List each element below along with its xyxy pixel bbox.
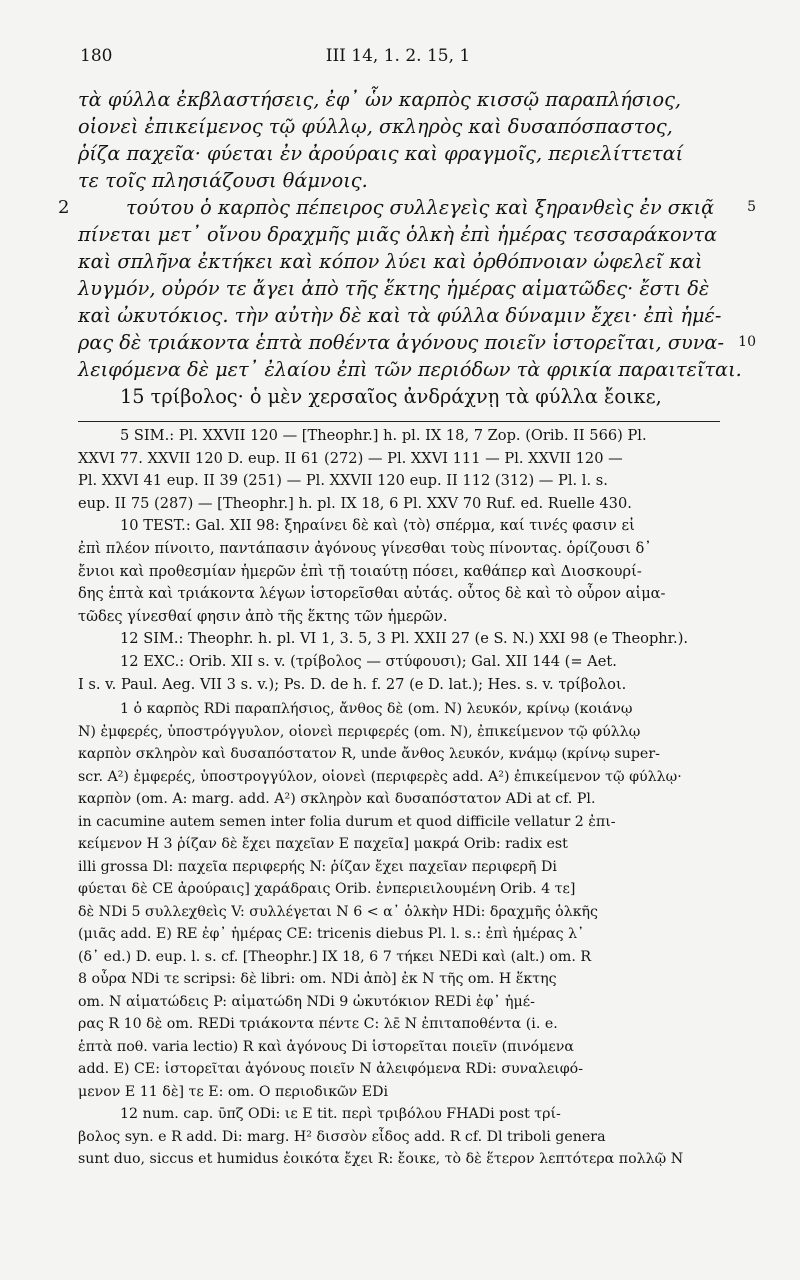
text-line (78, 248, 718, 275)
page-number: 180 (80, 46, 113, 66)
apparatus-line: om. N αἱματώδεις P: αἱματώδη NDi 9 ὠκυτόκιον REDi ἐφ᾽ ἡμέ- (78, 993, 535, 1010)
testimonia-line: I s. v. Paul. Aeg. VII 3 s. v.); Ps. D. de h. f. 27 (e D. lat.); Hes. s. v. τρίβολοι. (78, 675, 627, 693)
text-line-content: πίνεται μετ᾽ οἴνου δραχμῆς μιᾶς ὁλκὴ ἐπὶ ἡμέρας τεσσαράκοντα (78, 223, 717, 246)
testimonia-line: Pl. XXVI 41 eup. II 39 (251) — Pl. XXVII 120 eup. II 112 (312) — Pl. l. s. (78, 472, 608, 490)
text-line (58, 194, 756, 221)
testimonia-line: 12 SIM.: Theophr. h. pl. VI 1, 3. 5, 3 Pl. XXII 27 (e S. N.) XXI 98 (e Theophr.). (120, 630, 689, 648)
apparatus-line: scr. A²) ἐμφερές, ὑποστρογγύλον, οἱονεὶ (περιφερὲς add. A²) ἐπικείμενον τῷ φύλλῳ· (78, 768, 682, 785)
text-line-content: ῥίζα παχεῖα· φύεται ἐν ἀρούραις καὶ φραγμοῖς, περιελίττεταί (78, 142, 684, 165)
running-title: III 14, 1. 2. 15, 1 (325, 46, 471, 66)
testimonia-line: 12 EXC.: Orib. XII s. v. (τρίβολος — στύφουσι); Gal. XII 144 (= Aet. (120, 652, 617, 670)
text-line-content: ρας δὲ τριάκοντα ἑπτὰ ποθέντα ἀγόνους ποιεῖν ἱστορεῖται, συνα- (78, 331, 724, 354)
text-line-content: οἱονεὶ ἐπικείμενος τῷ φύλλῳ, σκληρὸς καὶ δυσαπόσπαστος, (78, 115, 673, 138)
text-line (78, 275, 718, 302)
text-line-content: τε τοῖς πλησιάζουσι θάμνοις. (78, 169, 368, 192)
line-number: 5 (747, 199, 756, 215)
text-line (78, 329, 756, 356)
apparatus-line: καρπὸν σκληρὸν καὶ δυσαπόστατον R, unde ἄνθος λευκόν, κνάμῳ (κρίνῳ super- (78, 746, 660, 762)
testimonia-line: eup. II 75 (287) — [Theophr.] h. pl. IX 18, 6 Pl. XXV 70 Ruf. ed. Ruelle 430. (78, 494, 632, 512)
apparatus-line: 1 ὁ καρπὸς RDi παραπλήσιος, ἄνθος δὲ (om. N) λευκόν, κρίνῳ (κοιάνῳ (120, 701, 633, 717)
apparatus-line: 12 num. cap. ῡπζ ODi: ιε E tit. περὶ τριβόλου FHADi post τρί- (120, 1106, 561, 1122)
text-line-content: καὶ ὠκυτόκιος. τὴν αὐτὴν δὲ καὶ τὰ φύλλα δύναμιν ἔχει· ἐπὶ ἡμέ- (78, 304, 722, 327)
testimonia-line: ἔνιοι καὶ προθεσμίαν ἡμερῶν ἐπὶ τῇ τοιαύτῃ πόσει, καθάπερ καὶ Διοσκουρί- (78, 562, 642, 580)
apparatus-line: 8 οὖρα NDi τε scripsi: δὲ libri: om. NDi ἀπὸ] ἐκ N τῆς om. H ἕκτης (78, 971, 557, 987)
text-line (78, 167, 718, 194)
apparatus-line: (μιᾶς add. E) RE ἐφ᾽ ἡμέρας CE: tricenis diebus Pl. l. s.: ἐπὶ ἡμέρας λ᾽ (78, 926, 585, 942)
apparatus-line: in cacumine autem semen inter folia durum et quod difficile vellatur 2 ἐπι- (78, 813, 616, 830)
apparatus-line: καρπὸν (om. A: marg. add. A²) σκληρὸν καὶ δυσαπόστατον ADi at cf. Pl. (78, 791, 596, 807)
text-line-content: τούτου ὁ καρπὸς πέπειρος συλλεγεὶς καὶ ξηρανθεὶς ἐν σκιᾷ (126, 196, 715, 219)
apparatus-line: N) ἐμφερές, ὑποστρόγγυλον, οἱονεὶ περιφερές (om. N), ἐπικείμενον τῷ φύλλῳ (78, 723, 641, 740)
apparatus-line: φύεται δὲ CE ἀρούραις] χαράδραις Orib. ἐνπεριειλουμένη Orib. 4 τε] (78, 881, 576, 897)
apparatus-line: (δ᾽ ed.) D. eup. l. s. cf. [Theophr.] IX 18, 6 7 τήκει NEDi καὶ (alt.) om. R (78, 948, 592, 965)
apparatus-line: ἑπτὰ ποθ. varia lectio) R καὶ ἀγόνους Di ἱστορεῖται ποιεῖν (πινόμενα (78, 1038, 574, 1055)
apparatus-line: ρας R 10 δὲ om. REDi τριάκοντα πέντε C: λε̄ N ἐπιταποθέντα (i. e. (78, 1016, 558, 1032)
apparatus-line: βολος syn. e R add. Di: marg. H² δισσὸν εἶδος add. R cf. Dl triboli genera (78, 1128, 606, 1145)
apparatus-line: sunt duo, siccus et humidus ἐοικότα ἔχει R: ἔοικε, τὸ δὲ ἕτερον λεπτότερα πολλῷ N (78, 1151, 684, 1167)
text-line (78, 113, 718, 140)
apparatus-line: δὲ NDi 5 συλλεχθεὶς V: συλλέγεται N 6 < α᾽ ὁλκὴν HDi: δραχμῆς ὁλκῆς (78, 903, 599, 920)
apparatus-divider (78, 421, 720, 422)
text-line-content: λειφόμενα δὲ μετ᾽ ἐλαίου ἐπὶ τῶν περιόδων τὰ φρικία παραιτεῖται. (78, 358, 742, 381)
text-line (78, 86, 718, 113)
main-text (58, 86, 756, 410)
testimonia-apparatus (78, 425, 718, 696)
page-header (78, 38, 718, 74)
text-line (78, 221, 718, 248)
line-number: 10 (738, 334, 756, 350)
text-line-content: λυγμόν, οὐρόν τε ἄγει ἀπὸ τῆς ἕκτης ἡμέρας αἱματῶδες· ἔστι δὲ (78, 277, 710, 300)
apparatus-line: add. E) CE: ἱστορεῖται ἀγόνους ποιεῖν N ἀλειφόμενα RDi: συναλειφό- (78, 1061, 584, 1077)
testimonia-line: ἐπὶ πλέον πίνοιτο, παντάπασιν ἀγόνους γίνεσθαι τοὺς πίνοντας. ὁρίζουσι δ᾽ (78, 539, 652, 557)
text-line (78, 356, 742, 383)
testimonia-line: τῶδες γίνεσθαί φησιν ἀπὸ τῆς ἕκτης τῶν ἡμερῶν. (78, 607, 448, 625)
apparatus-line: illi grossa Dl: παχεῖα περιφερής N: ῥίζαν ἔχει παχεῖαν περιφερῆ Di (78, 858, 557, 875)
testimonia-line: δης ἑπτὰ καὶ τριάκοντα λέγων ἱστορεῖσθαι αὐτάς. οὗτος δὲ καὶ τὸ οὖρον αἱμα- (78, 585, 666, 603)
testimonia-line: 5 SIM.: Pl. XXVII 120 — [Theophr.] h. pl. IX 18, 7 Zop. (Orib. II 566) Pl. (120, 427, 647, 444)
testimonia-line: XXVI 77. XXVII 120 D. eup. II 61 (272) — Pl. XXVI 111 — Pl. XXVII 120 — (78, 449, 623, 467)
text-line-content: καὶ σπλῆνα ἐκτήκει καὶ κόπον λύει καὶ ὀρθόπνοιαν ὠφελεῖ καὶ (78, 250, 703, 273)
section-line-content: 15 τρίβολος· ὁ μὲν χερσαῖος ἀνδράχνῃ τὰ φύλλα ἔοικε, (120, 385, 662, 408)
apparatus-line: κείμενον H 3 ῥίζαν δὲ ἔχει παχεῖαν E παχεῖα] μακρά Orib: radix est (78, 836, 568, 852)
critical-apparatus (78, 698, 718, 1171)
text-line (78, 140, 718, 167)
apparatus-line: μενον E 11 δὲ] τε E: om. O περιοδικῶν EDi (78, 1083, 389, 1100)
testimonia-line: 10 TEST.: Gal. XII 98: ξηραίνει δὲ καὶ ⟨τὸ⟩ σπέρμα, καί τινές φασιν εἰ (120, 517, 635, 535)
section-line (78, 383, 718, 410)
text-line-content: τὰ φύλλα ἐκβλαστήσεις, ἐφ᾽ ὧν καρπὸς κισσῷ παραπλήσιος, (78, 88, 682, 111)
text-line (78, 302, 722, 329)
paragraph-number: 2 (58, 197, 70, 218)
